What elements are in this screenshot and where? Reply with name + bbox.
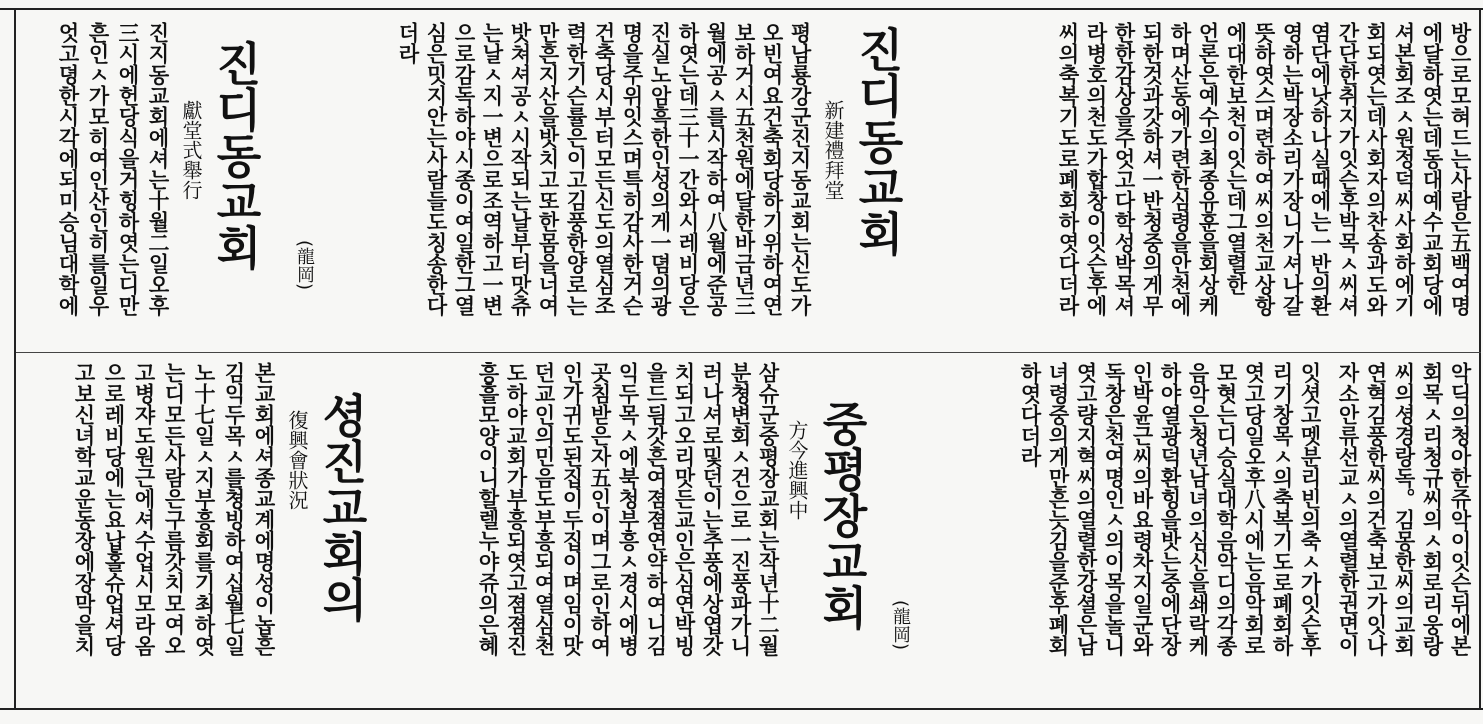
text-column: 영하는박장소리가장니가셔나갈 xyxy=(1280,22,1304,316)
text-column: 자소안류선교ㅅ의열렬한권면이 xyxy=(1336,362,1360,656)
text-column: 잇셧고멧분리빈의축ㅅ가잇슨후 xyxy=(1298,362,1322,656)
text-column: 진실노암흑한인성의게一뎜의광 xyxy=(648,22,672,316)
text-column: 인박윤근씨의바요령차지일군와 xyxy=(1130,362,1154,656)
text-column: 치되고오리맛든교인은심연박빙 xyxy=(672,362,696,656)
right-rule xyxy=(1479,8,1481,710)
text-column: 익두목ㅅ에북청부흥ㅅ경시에병 xyxy=(616,362,640,656)
text-column: 엿고량지혁씨의열렬한강셜은남 xyxy=(1074,362,1098,656)
text-column: 는디모든사람은구름갓치모여오 xyxy=(162,362,186,656)
text-column: 김익두목ㅅ를쳥빙하여십월七일 xyxy=(222,362,246,656)
story2-subhead: 獻堂式舉行 xyxy=(179,100,203,200)
text-column: 는날ㅅ지一변으로조역하고一변 xyxy=(480,22,504,316)
text-column: 노十七일ㅅ지부흥회를기최하엿 xyxy=(192,362,216,656)
story3-subhead: 方今進興中 xyxy=(785,420,809,520)
text-column: 흥흘모양이니할렐누야쥬의은혜 xyxy=(476,362,500,656)
text-column: 회목ㅅ리청규씨의ㅅ회로리웅랑 xyxy=(1420,362,1444,656)
text-column: 도하야교회가부흥되엿고졈졈진 xyxy=(504,362,528,656)
text-column: 라병호의천도가합창이잇슨후에 xyxy=(1084,22,1108,316)
text-column: 악딕의청아한쥬악이잇슨뒤에본 xyxy=(1448,362,1472,656)
text-column: 진지동교회에셔는十월二일오후 xyxy=(146,22,170,316)
text-column: 으로감독하야시종이여일한그열 xyxy=(452,22,476,316)
text-column: 흔인ㅅ가모히여인산인히를일우 xyxy=(86,22,110,316)
left-rule xyxy=(14,8,16,710)
text-column: 분쳥변회ㅅ건으로一진풍파가니 xyxy=(728,362,752,656)
story4-subhead: 復興會狀況 xyxy=(285,410,309,510)
text-column: 언론은예수의최종유훈을회상케 xyxy=(1196,22,1220,316)
text-column: 고병쟈도원근에셔수업시모라옴 xyxy=(132,362,156,656)
text-column: 만흔지산을밧치고또한몸을너여 xyxy=(536,22,560,316)
story4-headline: 셩진교회의 xyxy=(315,392,369,622)
text-column: 녀령중의게만흔늣김을준후폐회 xyxy=(1046,362,1070,656)
story3-headline: 중평장교회 xyxy=(815,400,869,630)
text-column: 곳침받은자五인이며그로인하여 xyxy=(588,362,612,656)
text-column: 방으로모혀드는사람은五백여명 xyxy=(1448,22,1472,316)
text-column: 셔본회조ㅅ원정덕씨사회하에기 xyxy=(1392,22,1416,316)
text-column: 씨의셩경랑독。김몽한씨의교회 xyxy=(1392,362,1416,656)
text-column: 러나셔로및던이는추풍에상엽갓 xyxy=(700,362,724,656)
text-column: 三시에헌당식을거힝하엿는디만 xyxy=(116,22,140,316)
text-column: 에달하엿는데동대예수교회당에 xyxy=(1420,22,1444,316)
text-column: 되한것과갓하셔一반청중의게무 xyxy=(1140,22,1164,316)
text-column: 한한감상을주엇고다학성박목셔 xyxy=(1112,22,1136,316)
text-column: 염단에낫하나실때에는一반의환 xyxy=(1308,22,1332,316)
text-column: 모혓는디승실대학음악디의각종 xyxy=(1214,362,1238,656)
text-column: 밧쳐셔공ㅅ시작되는날부터맛츄 xyxy=(508,22,532,316)
text-column: 보하거시五천원에달한바금년三 xyxy=(732,22,756,316)
text-column: 독창은천여명인ㅅ의이목을놀니 xyxy=(1102,362,1126,656)
text-column: 더라 xyxy=(396,22,420,64)
text-column: 월에공ㅅ를시작하여八월에준공 xyxy=(704,22,728,316)
text-column: 본교회에셔종교계에명성이놉흔 xyxy=(252,362,276,656)
story1-byline: (龍岡) xyxy=(294,240,315,291)
text-column: 간단한취지가잇슨후박목ㅅ씨셔 xyxy=(1336,22,1360,316)
text-column: 오빈여요건축회당하기위하여연 xyxy=(760,22,784,316)
text-column: 회되엿는데사회자의찬송과도와 xyxy=(1364,22,1388,316)
text-column: 삼슈군중평장교회는작년十二월 xyxy=(756,362,780,656)
bottom-rule xyxy=(0,708,1483,710)
text-column: 리기창목ㅅ의축복기도로폐회하 xyxy=(1270,362,1294,656)
text-column: 력한기슨률은이고김풍한양로는 xyxy=(564,22,588,316)
text-column: 고보신녀학교운동장에장막을치 xyxy=(72,362,96,656)
text-column: 명을주위잇스며특히감사한거슨 xyxy=(620,22,644,316)
story2-headline: 진디동교회 xyxy=(209,40,263,270)
text-column: 엿고당일오후八시에는음악회로 xyxy=(1242,362,1266,656)
story1-headline: 진디동교회 xyxy=(851,26,905,256)
text-column: 에대한보천이잇는데그열렬한 xyxy=(1224,22,1248,295)
text-column: 하야열광덕환힝을밧는중에단장 xyxy=(1158,362,1182,656)
text-column: 인가귀도된집이두집이며임이맛 xyxy=(560,362,584,656)
text-column: 던교인의민음도부흥되여열심천 xyxy=(532,362,556,656)
text-column: 을드딈갓흔여졈졈연약하여니김 xyxy=(644,362,668,656)
text-column: 씨의축복기도로폐회하엿다더라 xyxy=(1056,22,1080,316)
text-column: 평남룡강군진지동교회는신도가 xyxy=(788,22,812,316)
text-column: 뜻하엿스며련하여씨의천교상항 xyxy=(1252,22,1276,316)
section-divider xyxy=(16,352,1481,353)
story1-subhead: 新建禮拜堂 xyxy=(821,100,845,200)
text-column: 엇고뎡한시각에되미승님대학에 xyxy=(56,22,80,316)
text-column: 건축당시부터모든신도의열심조 xyxy=(592,22,616,316)
text-column: 연혁김풍한씨의건축보고가잇나 xyxy=(1364,362,1388,656)
text-column: 하며산동에가련한심령을안천에 xyxy=(1168,22,1192,316)
top-rule xyxy=(0,8,1483,10)
text-column: 하엿다더라 xyxy=(1018,362,1042,467)
text-column: 하엿는데三十一간와시레비당은 xyxy=(676,22,700,316)
text-column: 으로레비당에는요납홀슈업셔당 xyxy=(102,362,126,656)
text-column: 음악은청년남녀의심신을쇄락케 xyxy=(1186,362,1210,656)
story3-byline: (龍岡) xyxy=(890,600,911,651)
text-column: 심은밋지안는사람들도칭송한다 xyxy=(424,22,448,316)
